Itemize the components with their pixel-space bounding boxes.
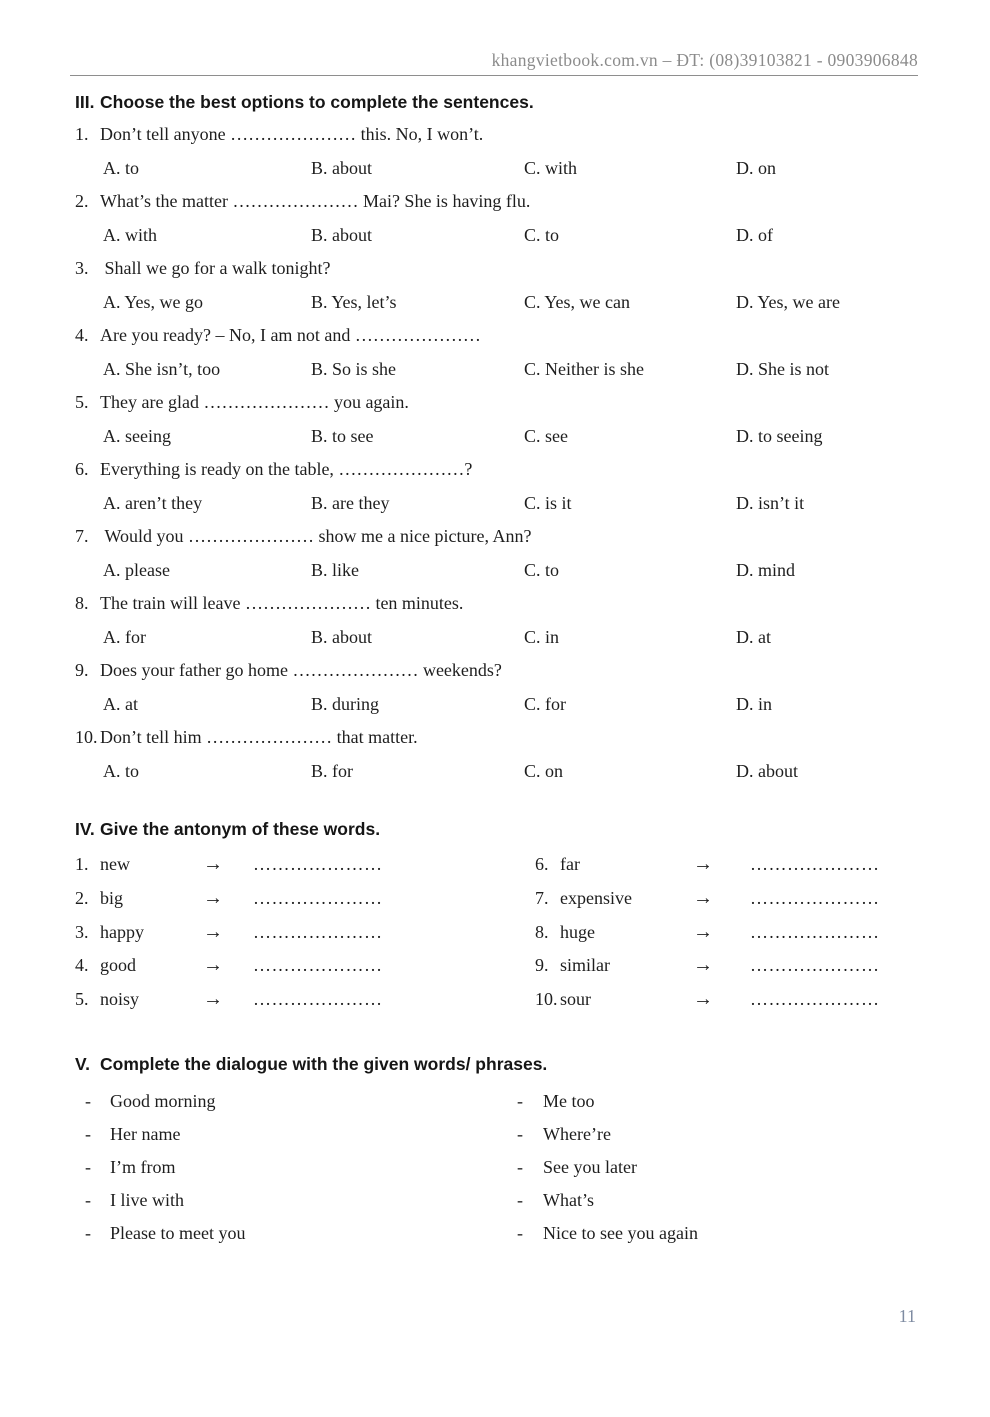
phrase-item: I live with [110, 1189, 184, 1210]
question-8 [75, 587, 918, 654]
option-a: A. to [103, 157, 139, 178]
antonym-row-4 [75, 949, 918, 983]
option-d: D. at [736, 626, 771, 647]
option-d: D. to seeing [736, 425, 823, 446]
option-c: C. is it [524, 492, 572, 513]
option-b: B. So is she [311, 358, 397, 379]
question-text: Don’t tell him ………………… that matter. [100, 727, 418, 747]
option-a: A. to [103, 760, 139, 781]
option-c: C. on [524, 760, 564, 781]
option-b: B. about [311, 157, 372, 178]
phrase-item: Where’re [543, 1123, 611, 1144]
dash-bullet: - [85, 1123, 91, 1144]
section-iii-number: III. [75, 92, 95, 112]
option-d: D. about [736, 760, 798, 781]
antonym-row-3 [75, 916, 918, 950]
phrase-item: See you later [543, 1156, 637, 1177]
option-c: C. Yes, we can [524, 291, 630, 312]
option-c: C. see [524, 425, 568, 446]
question-number: 3. [75, 258, 89, 278]
question-9 [75, 654, 918, 721]
option-c: C. for [524, 693, 566, 714]
question-text: Don’t tell anyone ………………… this. No, I won’t. [100, 124, 484, 144]
section-v-heading-text: Complete the dialogue with the given words/ phrases. [100, 1053, 548, 1074]
option-b: B. for [311, 760, 353, 781]
question-number: 7. [75, 526, 89, 546]
section-iv-title [75, 818, 918, 840]
question-7 [75, 520, 918, 587]
question-number: 5. [75, 392, 89, 412]
section-iv-heading-text: Give the antonym of these words. [100, 819, 381, 839]
answer-blank: ………………… [253, 854, 383, 874]
question-2 [75, 185, 918, 252]
right-arrow-icon: → [203, 988, 223, 1011]
phrase-item: Good morning [110, 1090, 216, 1111]
right-arrow-icon: → [203, 954, 223, 977]
option-a: A. aren’t they [103, 492, 203, 513]
question-6 [75, 453, 918, 520]
answer-blank: ………………… [253, 921, 383, 942]
phrase-item: Her name [110, 1123, 181, 1144]
question-5 [75, 386, 918, 453]
answer-blank: ………………… [253, 989, 383, 1010]
question-10 [75, 721, 918, 788]
question-number: 6. [75, 459, 89, 479]
dash-bullet: - [517, 1123, 523, 1144]
option-a: A. at [103, 693, 138, 714]
answer-blank: ………………… [750, 955, 880, 976]
question-text: Does your father go home ………………… weekends? [100, 660, 502, 680]
right-arrow-icon: → [203, 886, 223, 909]
option-b: B. like [311, 559, 359, 580]
site-contact-info: khangvietbook.com.vn – ĐT: (08)39103821 - 0903906848 [491, 50, 918, 70]
option-d: D. She is not [736, 358, 830, 379]
right-arrow-icon: → [693, 954, 713, 977]
answer-blank: ………………… [750, 887, 880, 908]
antonym-word: 3. happy [75, 921, 144, 942]
dash-bullet: - [517, 1156, 523, 1177]
phrase-item: What’s [543, 1189, 594, 1210]
answer-blank: ………………… [750, 854, 880, 874]
antonym-word: 10. sour [535, 989, 591, 1010]
option-a: A. for [103, 626, 146, 647]
dash-bullet: - [517, 1222, 523, 1243]
phrase-item: Nice to see you again [543, 1222, 698, 1243]
antonym-word: 9. similar [535, 955, 610, 976]
phrase-row-4 [75, 1184, 918, 1217]
antonym-word: 1. new [75, 854, 130, 874]
phrase-item: I’m from [110, 1156, 176, 1177]
option-d: D. of [736, 224, 773, 245]
section-v-number: V. [75, 1053, 90, 1074]
option-a: A. She isn’t, too [103, 358, 221, 379]
antonym-row-5 [75, 983, 918, 1017]
question-number: 8. [75, 593, 89, 613]
antonym-word: 6. far [535, 854, 580, 874]
question-text: Everything is ready on the table, …………………? [100, 459, 473, 479]
antonym-word: 8. huge [535, 921, 595, 942]
right-arrow-icon: → [203, 920, 223, 943]
option-d: D. on [736, 157, 776, 178]
option-c: C. to [524, 224, 560, 245]
question-4 [75, 319, 918, 386]
option-a: A. Yes, we go [103, 291, 204, 312]
option-d: D. mind [736, 559, 796, 580]
option-c: C. to [524, 559, 560, 580]
section-iv-number: IV. [75, 819, 95, 839]
phrase-item: Please to meet you [110, 1222, 246, 1243]
page-content [75, 91, 918, 1250]
answer-blank: ………………… [253, 955, 383, 976]
dash-bullet: - [85, 1189, 91, 1210]
question-text: Would you ………………… show me a nice picture, Ann? [100, 526, 532, 546]
antonym-word: 2. big [75, 887, 124, 908]
option-c: C. with [524, 157, 578, 178]
right-arrow-icon: → [693, 988, 713, 1011]
option-c: C. in [524, 626, 560, 647]
question-number: 1. [75, 124, 89, 144]
dash-bullet: - [517, 1189, 523, 1210]
option-d: D. Yes, we are [736, 291, 840, 312]
phrase-row-1 [75, 1085, 918, 1118]
option-b: B. to see [311, 425, 374, 446]
right-arrow-icon: → [693, 886, 713, 909]
option-b: B. Yes, let’s [311, 291, 397, 312]
page-number: 11 [898, 1306, 916, 1326]
option-d: D. isn’t it [736, 492, 805, 513]
question-number: 9. [75, 660, 89, 680]
section-iii-heading-text: Choose the best options to complete the sentences. [100, 92, 534, 112]
phrase-item: Me too [543, 1090, 595, 1111]
option-a: A. seeing [103, 425, 171, 446]
option-b: B. about [311, 626, 372, 647]
option-a: A. with [103, 224, 157, 245]
dash-bullet: - [85, 1222, 91, 1243]
phrase-row-5 [75, 1217, 918, 1250]
page-header [70, 0, 918, 76]
phrase-row-3 [75, 1151, 918, 1184]
option-d: D. in [736, 693, 772, 714]
question-text: What’s the matter ………………… Mai? She is having flu. [100, 191, 531, 211]
question-number: 2. [75, 191, 89, 211]
antonym-row-1 [75, 848, 918, 882]
option-a: A. please [103, 559, 170, 580]
question-text: Shall we go for a walk tonight? [100, 258, 331, 278]
section-iii-title [75, 91, 918, 113]
question-number: 4. [75, 325, 89, 345]
right-arrow-icon: → [203, 853, 223, 875]
answer-blank: ………………… [750, 989, 880, 1010]
dash-bullet: - [85, 1090, 91, 1111]
antonym-row-2 [75, 882, 918, 916]
question-text: Are you ready? – No, I am not and ………………… [100, 325, 481, 345]
phrase-row-2 [75, 1118, 918, 1151]
antonym-word: 7. expensive [535, 887, 632, 908]
section-v-title [75, 1053, 918, 1075]
option-b: B. about [311, 224, 372, 245]
answer-blank: ………………… [750, 921, 880, 942]
question-text: They are glad ………………… you again. [100, 392, 409, 412]
right-arrow-icon: → [693, 853, 713, 875]
dash-bullet: - [517, 1090, 523, 1111]
dash-bullet: - [85, 1156, 91, 1177]
option-b: B. during [311, 693, 380, 714]
antonym-word: 5. noisy [75, 989, 140, 1010]
answer-blank: ………………… [253, 887, 383, 908]
question-number: 10. [75, 727, 98, 747]
right-arrow-icon: → [693, 920, 713, 943]
antonym-word: 4. good [75, 955, 136, 976]
option-c: C. Neither is she [524, 358, 644, 379]
question-text: The train will leave ………………… ten minutes. [100, 593, 464, 613]
option-b: B. are they [311, 492, 390, 513]
question-1 [75, 118, 918, 185]
question-3 [75, 252, 918, 319]
